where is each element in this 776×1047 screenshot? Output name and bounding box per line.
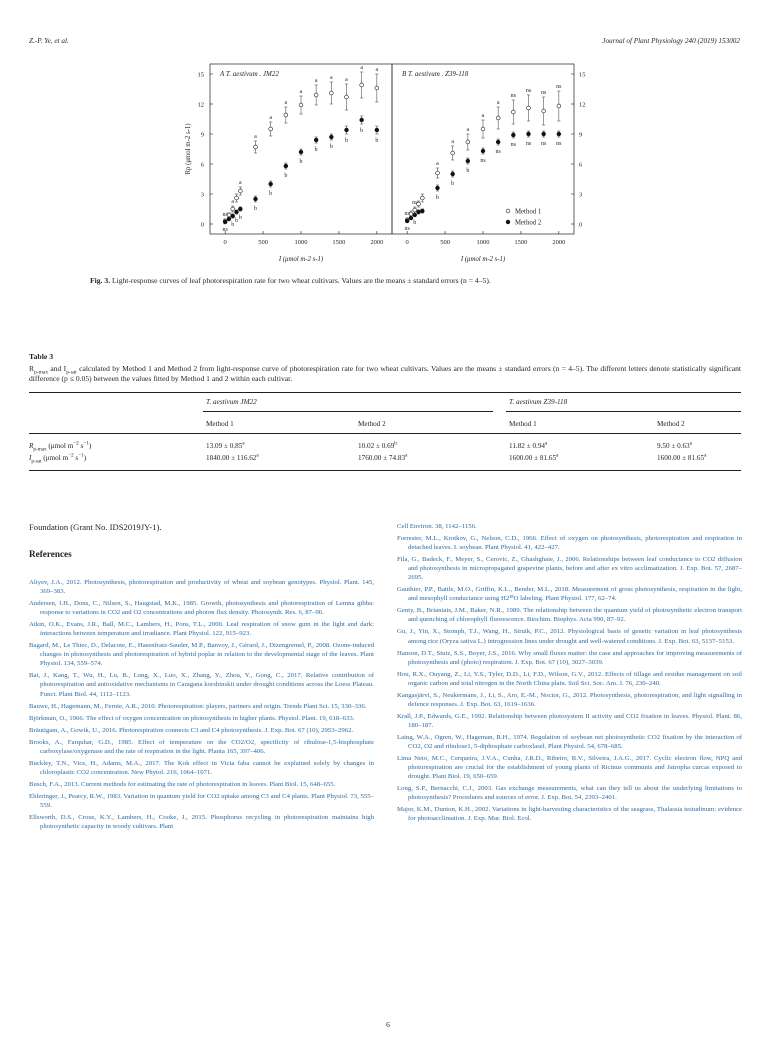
significance-letter: a bbox=[451, 139, 455, 145]
method1-point bbox=[238, 189, 242, 193]
significance-letter: ns bbox=[222, 212, 228, 218]
significance-letter: ns bbox=[404, 226, 410, 232]
method2-point bbox=[235, 210, 239, 214]
reference-entry[interactable]: Kangasjärvi, S., Neukermans, J., Li, S., Aro, E.-M., Noctor, G., 2012. Photosynthesis, photorespiration, and light signalling in defence responses. J. Exp. Bot. 63, 1619–1636. bbox=[397, 691, 742, 708]
significance-letter: a bbox=[314, 78, 318, 84]
method1-point bbox=[420, 196, 424, 200]
x-tick-label: 1500 bbox=[332, 239, 346, 246]
x-tick-label: 1000 bbox=[294, 239, 308, 246]
reference-entry[interactable]: Laing, W.A., Ogren, W., Hageman, R.H., 1974. Regulation of soybean net photosynthetic CO2 fixation by the interaction of CO2, O2 and ribulose1, 5-diphosphate carboxlasel. Plant Physiol. 54, 678–685. bbox=[397, 733, 742, 750]
y-tick-label: 6 bbox=[200, 161, 204, 169]
reference-entry[interactable]: Hou, R.X., Ouyang, Z., Li, Y.S., Tyler, D.D., Li, F.D., Wilson, G.V., 2012. Effects of tillage and residue management on soil organic carbon and total nitrogen in the North China plain. Soil Sci. Soc. Am. J. 76, 230–240. bbox=[397, 670, 742, 687]
method2-point bbox=[329, 135, 333, 139]
y-tick-label: 9 bbox=[200, 131, 204, 139]
y-tick-label: 12 bbox=[197, 101, 204, 109]
reference-entry[interactable]: Buckley, T.N., Vice, H., Adams, M.A., 2017. The Kok effect in Vicia faba cannot be explained solely by changes in chloroplastic CO2 concentration. New Phytol. 216, 1064–1071. bbox=[29, 759, 374, 776]
significance-letter: ns bbox=[525, 141, 532, 147]
y-tick-label: 0 bbox=[200, 221, 204, 229]
table-group-rule-z39 bbox=[506, 411, 741, 412]
method2-point bbox=[451, 172, 455, 176]
method2-point bbox=[238, 207, 242, 211]
x-tick-label: 1000 bbox=[476, 239, 490, 246]
significance-letter: ns bbox=[222, 227, 228, 233]
reference-entry[interactable]: Ellsworth, D.S., Crous, K.Y., Lambers, H., Cooke, J., 2015. Phosphorus recycling in photorespiration maintains high photosynthetic capacity in woody cultivars. Plant bbox=[29, 814, 374, 831]
significance-letter: b bbox=[345, 138, 348, 144]
foundation-text: Foundation (Grant No. IDS2019JY-1). bbox=[29, 522, 162, 532]
significance-letter: b bbox=[269, 191, 273, 197]
method1-point bbox=[269, 127, 273, 131]
method2-point bbox=[375, 128, 379, 132]
reference-entry[interactable]: Lima Neto, M.C., Cerqueira, J.V.A., Cunha, J.R.D., Ribeiro, R.V., Silveira, J.A.G., 2017. Cyclic electron flow, NPQ and photorespiration are crucial for the establishment of young plants of Ricinus communis and Jatropha curcas exposed to drought. Plant Biol. 19, 650–659. bbox=[397, 755, 742, 781]
significance-letter: a bbox=[238, 180, 242, 186]
y-tick-label: 3 bbox=[579, 191, 583, 199]
table-bottom-rule bbox=[29, 470, 741, 471]
table-title: Table 3 bbox=[29, 352, 54, 361]
reference-entry[interactable]: Aliyev, J.A., 2012. Photosynthesis, photorespiration and productivity of wheat and soybean genotypes. Physiol. Plant. 145, 369–383. bbox=[29, 579, 374, 596]
method1-point bbox=[436, 171, 440, 175]
method2-point bbox=[405, 219, 409, 223]
significance-letter: b bbox=[299, 159, 303, 165]
method1-point bbox=[360, 83, 364, 87]
method1-point bbox=[329, 91, 333, 95]
y-tick-label: 9 bbox=[579, 131, 583, 139]
figure-caption-label: Fig. 3. bbox=[90, 276, 111, 285]
significance-letter: b bbox=[436, 195, 439, 201]
significance-letter: a bbox=[375, 67, 379, 73]
method2-point bbox=[436, 186, 440, 190]
table-caption: $R_{p-max}$ and $I_{p-sat}$ calculated by Method 1 and Method 2 from light-response curve of photorespiration rate for two wheat cultivars. Values are the means ± standard errors (n = 4–5). The different letters denote statistically significant difference (p ≤ 0.05) between the values fitted by Method 1 and 2 within each cultivar. bbox=[29, 364, 741, 384]
table-method-header: Method 2 bbox=[657, 420, 685, 428]
table-header-rule bbox=[29, 433, 741, 434]
y-tick-label: 6 bbox=[579, 161, 583, 169]
y-axis-label: Rp (μmol m-2 s-1) bbox=[185, 123, 192, 175]
significance-letter: ns bbox=[540, 141, 547, 147]
references-column-left bbox=[29, 578, 374, 834]
table-method-header: Method 1 bbox=[509, 420, 537, 428]
significance-letter: a bbox=[284, 100, 288, 106]
panel-title: A T. aestivum . JM22 bbox=[220, 70, 279, 78]
table-row-label-rpmax: $R_{p-max}$ (μmol $m^{-2}$ $s^{-1}$) bbox=[29, 440, 92, 453]
table-cell: 1600.00 ± 81.65$^a$ bbox=[509, 452, 559, 462]
reference-entry[interactable]: Gauthier, P.P., Battle, M.O., Griffin, K.L., Bender, M.L., 2018. Measurement of gross photosynthesis, respiration in the light, and mesophyll conductance using H2¹⁸O labeling. Plant Physiol. 177, 62–74. bbox=[397, 586, 742, 603]
x-tick-label: 2000 bbox=[552, 239, 566, 246]
method1-point bbox=[235, 196, 239, 200]
significance-letter: a bbox=[254, 134, 257, 140]
table-cell: 13.09 ± 0.85$^a$ bbox=[206, 440, 245, 450]
significance-letter: b bbox=[238, 215, 242, 221]
running-header-journal: Journal of Plant Physiology 240 (2019) 153002 bbox=[602, 37, 740, 45]
reference-entry[interactable]: Bagard, M., Le Thiec, D., Delacote, E., Hasenfratz-Sauder, M.P., Banvoy, J., Gérard, J., Dizengremel, P., 2008. Ozone-induced changes in photosynthesis and photorespiration of hybrid poplar in relation to the developmental stage of the leaves. Plant Physiol. 134, 559–574. bbox=[29, 642, 374, 668]
significance-letter: b bbox=[254, 206, 257, 212]
significance-letter: ns bbox=[540, 90, 547, 96]
method2-point bbox=[527, 132, 531, 136]
significance-letter: b bbox=[235, 218, 239, 224]
figure-3 bbox=[180, 64, 600, 270]
table-row-label-ipsat: $I_{p-sat}$ (μmol $m^{-2}$ $s^{-1}$) bbox=[29, 452, 87, 465]
figure-3-chart bbox=[180, 64, 600, 270]
x-tick-label: 0 bbox=[223, 239, 227, 246]
legend-label-method1: Method 1 bbox=[515, 208, 542, 216]
significance-letter: ns bbox=[556, 141, 562, 147]
method2-point bbox=[496, 140, 500, 144]
y-tick-label: 15 bbox=[197, 71, 204, 79]
legend-marker-method1 bbox=[506, 209, 510, 213]
reference-entry[interactable]: Cell Environ. 38, 1142–1156. bbox=[397, 523, 477, 530]
table-method-header: Method 1 bbox=[206, 420, 234, 428]
reference-entry[interactable]: Andersen, I.H., Dons, C., Nilsen, S., Haugstad, M.K., 1985. Growth, photosynthesis and photorespiration of Lemna gibba: response to variations in CO2 and O2 concentrations and photon flux density. Photosynth. Res. 6, 87–96. bbox=[29, 600, 374, 617]
significance-letter: a bbox=[436, 161, 439, 167]
method2-point bbox=[299, 150, 303, 154]
reference-entry[interactable]: Hanson, D.T., Stutz, S.S., Boyer, J.S., 2016. Why small fluxes matter: the case and approaches for improving measurements of photosynthesis and (photo) respiration. J. Exp. Bot. 67 (10), 3027–3039. bbox=[397, 649, 742, 666]
y-tick-label: 3 bbox=[200, 191, 204, 199]
method1-point bbox=[254, 145, 258, 149]
method2-point bbox=[557, 132, 561, 136]
reference-entry[interactable]: Björkman, O., 1966. The effect of oxygen concentration on photosynthesis in higher plants. Physiol. Plant. 19, 618–633. bbox=[29, 714, 355, 722]
significance-letter: b bbox=[466, 168, 470, 174]
method1-point bbox=[231, 207, 235, 211]
method1-point bbox=[511, 110, 515, 114]
significance-letter: b bbox=[413, 220, 417, 226]
significance-letter: a bbox=[269, 115, 273, 121]
x-axis-label: I (μmol m-2 s-1) bbox=[278, 256, 324, 263]
method2-point bbox=[542, 132, 546, 136]
significance-letter: ns bbox=[556, 84, 562, 90]
table-cell: 10.02 ± 0.69$^b$ bbox=[358, 440, 397, 450]
figure-caption bbox=[90, 276, 710, 285]
x-tick-label: 0 bbox=[405, 239, 409, 246]
method2-point bbox=[284, 164, 288, 168]
table-cell: 1600.00 ± 81.65$^a$ bbox=[657, 452, 707, 462]
significance-letter: ns bbox=[510, 142, 517, 148]
reference-entry[interactable]: Gu, J., Yin, X., Stomph, T.J., Wang, H., Struik, P.C., 2012. Physiological basis of genetic variation in leaf photosynthesis among rice (Oryza sativa L.) introgression lines under drought and well-watered conditions. J. Exp. Bot. 63, 5137–5153. bbox=[397, 628, 742, 645]
panel-title: B T. aestivum . Z39-118 bbox=[402, 70, 469, 78]
y-tick-label: 15 bbox=[579, 71, 586, 79]
method1-point bbox=[527, 106, 531, 110]
legend-marker-method2 bbox=[506, 220, 510, 224]
reference-entry[interactable]: Genty, B., Briantais, J.M., Baker, N.R., 1989. The relationship between the quantum yield of photosynthetic electron transport and quenching of chlorophyll fluorescence. Biochim. Biophys. Acta 990, 87–92. bbox=[397, 607, 742, 624]
references-column-right bbox=[397, 522, 742, 826]
reference-entry[interactable]: Bai, J., Kang, T., Wu, H., Lu, B., Long, X., Luo, X., Zhang, Y., Zhou, Y., Gong, C., 2017. Relative contribution of photorespiration and antioxidative mechanisms in Caragana korshinskii under drought conditions across the Loess Plateau. Funct. Plant Biol. 44, 1112–1123. bbox=[29, 672, 374, 698]
page-number: 6 bbox=[386, 1020, 390, 1029]
reference-entry[interactable]: Ehleringer, J., Pearcy, R.W., 1983. Variation in quantum yield for CO2 uptake among C3 and C4 plants. Plant Physiol. 73, 555–559. bbox=[29, 792, 374, 809]
x-tick-label: 1500 bbox=[514, 239, 528, 246]
method2-point bbox=[314, 138, 318, 142]
method1-point bbox=[413, 208, 417, 212]
significance-letter: a bbox=[345, 77, 348, 83]
reference-entry[interactable]: Bräutigam, A., Gowik, U., 2016. Photorespiration connects C3 and C4 photosynthesis. J. Exp. Bot. 67 (10), 2953–2962. bbox=[29, 726, 354, 734]
method2-point bbox=[345, 128, 349, 132]
table-top-rule bbox=[29, 392, 741, 393]
method2-point bbox=[420, 209, 424, 213]
method1-point bbox=[314, 93, 318, 97]
method2-point bbox=[511, 133, 515, 137]
x-tick-label: 500 bbox=[258, 239, 268, 246]
method1-point bbox=[375, 86, 379, 90]
method2-point bbox=[269, 182, 273, 186]
significance-letter: ns bbox=[404, 211, 410, 217]
y-tick-label: 0 bbox=[579, 221, 583, 229]
method2-point bbox=[481, 149, 485, 153]
significance-letter: a bbox=[466, 127, 470, 133]
method1-point bbox=[345, 95, 349, 99]
reference-entry[interactable]: Long, S.P., Bernacchi, C.J., 2003. Gas exchange measurements, what can they tell us about the underlying limitations to photosynthesis? Procedures and sources of error. J. Exp. Bot. 54, 2393–2401. bbox=[397, 785, 742, 802]
method2-point bbox=[413, 213, 417, 217]
reference-entry[interactable]: Krall, J.P., Edwards, G.E., 1992. Relationship between photosystem II activity and CO2 fixation in leaves. Physiol. Plant. 86, 180–187. bbox=[397, 712, 742, 729]
table-group-header-z39: T. aestivum Z39-118 bbox=[509, 398, 568, 406]
reference-entry[interactable]: Bauwe, H., Hagemann, M., Fernie, A.R., 2010. Photorespiration: players, partners and origin. Trends Plant Sci. 15, 330–336. bbox=[29, 702, 367, 710]
method2-point bbox=[417, 210, 421, 214]
x-tick-label: 2000 bbox=[370, 239, 384, 246]
reference-entry[interactable]: Major, K.M., Dunton, K.H., 2002. Variations in light-harvesting characteristics of the seagrass, Thalassia testudinum: evidence for photoacclimation. J. Exp. Mar. Biol. Ecol. bbox=[397, 806, 742, 823]
table-group-rule-jm22 bbox=[203, 411, 493, 412]
reference-entry[interactable]: Brooks, A., Farquhar, G.D., 1985. Effect of temperature on the CO2/O2, specificity of ribulose-1,5-bisphosphate carboxylase/oxygenase and the rate of respiration in the light. Planta 165, 397–406. bbox=[29, 738, 374, 755]
reference-entry[interactable]: Forrester, M.L., Krotkov, G., Nelson, C.D., 1966. Effect of oxygen on photosynthesis, photorespiration and respiration in detached leaves. I. soybean. Plant Physiol. 41, 422–427. bbox=[397, 535, 742, 552]
significance-letter: ns bbox=[495, 149, 501, 155]
reference-entry[interactable]: Busch, F.A., 2013. Current methods for estimating the rate of photorespiration in leaves. Plant Biol. 15, 648–655. bbox=[29, 780, 336, 788]
method1-point bbox=[496, 116, 500, 120]
y-tick-label: 12 bbox=[579, 101, 586, 109]
significance-letter: b bbox=[360, 128, 364, 134]
significance-letter: a bbox=[329, 75, 333, 81]
table-group-header-jm22: T. aestivum JM22 bbox=[206, 398, 257, 406]
significance-letter: b bbox=[329, 144, 333, 150]
method2-point bbox=[466, 159, 470, 163]
table-cell: 1840.00 ± 116.62$^a$ bbox=[206, 452, 259, 462]
method1-point bbox=[557, 104, 561, 108]
significance-letter: a bbox=[231, 199, 235, 205]
significance-letter: ns bbox=[510, 93, 517, 99]
legend-label-method2: Method 2 bbox=[515, 219, 542, 227]
table-cell: 1760.00 ± 74.83$^a$ bbox=[358, 452, 408, 462]
significance-letter: ns bbox=[480, 158, 486, 164]
method1-point bbox=[451, 151, 455, 155]
references-heading: References bbox=[29, 549, 72, 559]
method2-point bbox=[223, 220, 227, 224]
significance-letter: b bbox=[231, 222, 235, 228]
reference-entry[interactable]: Fila, G., Badeck, F., Meyer, S., Cerovic, Z., Ghashghaie, J., 2006. Relationships between leaf conductance to CO2 diffusion and photosynthesis in micropropagated grapevine plants, before and after ex vitro acclimatization. J. Exp. Bot. 57, 2687–2695. bbox=[397, 556, 742, 582]
reference-entry[interactable]: Atkin, O.K., Evans, J.R., Ball, M.C., Lambers, H., Pons, T.L., 2000. Leaf respiration of snow gum in the light and dark: interactions between temperature and irradiance. Plant Physiol. 122, 915–923. bbox=[29, 621, 374, 638]
significance-letter: b bbox=[314, 147, 318, 153]
significance-letter: b bbox=[375, 138, 379, 144]
significance-letter: b bbox=[451, 181, 455, 187]
method1-point bbox=[466, 140, 470, 144]
method1-point bbox=[542, 109, 546, 113]
table-cell: 9.50 ± 0.63$^a$ bbox=[657, 440, 692, 450]
significance-letter: a bbox=[496, 100, 500, 106]
significance-letter: b bbox=[284, 173, 288, 179]
x-axis-label: I (μmol m-2 s-1) bbox=[460, 256, 506, 263]
significance-letter: ns bbox=[412, 200, 418, 206]
significance-letter: a bbox=[299, 89, 303, 95]
significance-letter: a bbox=[481, 113, 485, 119]
figure-caption-text: Light-response curves of leaf photorespiration rate for two wheat cultivars. Values are the means ± standard errors (n = 4–5). bbox=[111, 276, 491, 285]
significance-letter: a bbox=[360, 65, 364, 71]
table-cell: 11.82 ± 0.94$^a$ bbox=[509, 440, 548, 450]
method2-point bbox=[360, 118, 364, 122]
method1-point bbox=[481, 127, 485, 131]
x-tick-label: 500 bbox=[440, 239, 450, 246]
table-method-header: Method 2 bbox=[358, 420, 386, 428]
method1-point bbox=[299, 103, 303, 107]
running-header-authors: Z.-P. Ye, et al. bbox=[29, 37, 69, 45]
method2-point bbox=[254, 197, 258, 201]
significance-letter: ns bbox=[525, 88, 532, 94]
method1-point bbox=[284, 113, 288, 117]
